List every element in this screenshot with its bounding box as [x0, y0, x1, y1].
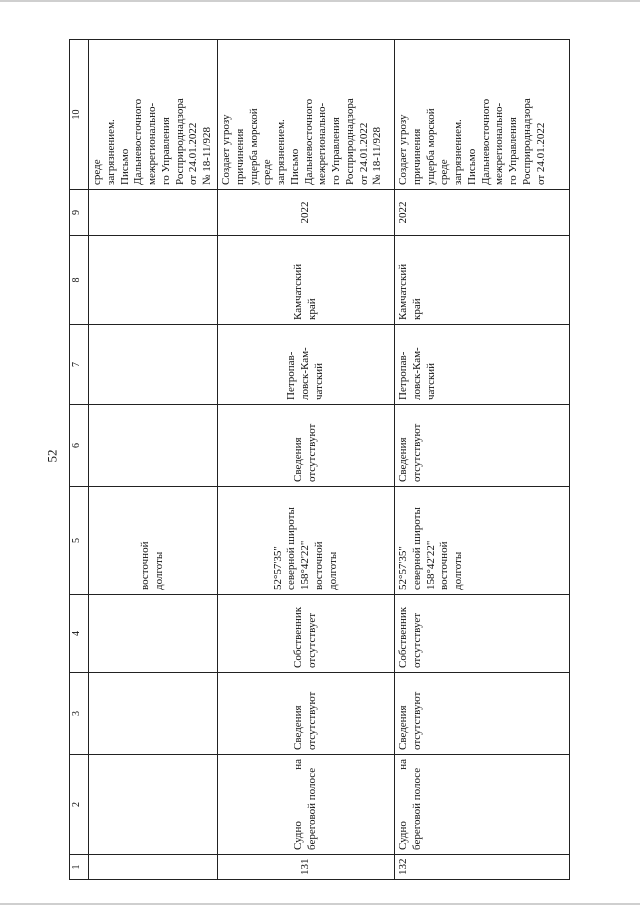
coordinates-line: долготы [326, 551, 339, 590]
note-line: от 24.01.2022 [534, 122, 547, 185]
cell-number [89, 855, 218, 880]
cell-coordinates [395, 487, 570, 595]
note-line: загрязнением. [452, 119, 464, 185]
note-line: го Управления [507, 117, 519, 185]
note-line: межрегионально- [146, 102, 158, 185]
cell-owner [218, 595, 395, 673]
column-number: 8 [70, 236, 89, 325]
column-number: 7 [70, 325, 89, 405]
cell-owner [89, 595, 218, 673]
settlement-line: ловск-Кам- [410, 347, 423, 400]
object-line: Судно на [397, 759, 409, 850]
cell-owner [395, 595, 570, 673]
scan-edge-top [0, 0, 640, 2]
note-line: Письмо [288, 148, 301, 185]
cell-settlement [218, 325, 395, 405]
column-number: 5 [70, 487, 89, 595]
note-line: от 24.01.2022 [357, 122, 370, 185]
note-line: причинения [233, 128, 246, 185]
region-line: край [410, 298, 423, 320]
cell-settlement [395, 325, 570, 405]
cell-coordinates [89, 487, 218, 595]
note-line: причинения [410, 128, 423, 185]
note-line: Дальневосточного [479, 98, 492, 185]
region-line: Камчатский [292, 263, 305, 320]
note-line: загрязнением. [275, 119, 287, 185]
coordinates-line: 158°42'22" [299, 540, 312, 590]
cell-info [395, 673, 570, 755]
cell-year: 2022 [218, 190, 395, 236]
coordinates-line: восточной [312, 541, 325, 590]
note-line: ущерба морской [424, 108, 437, 185]
cell-info-2 [395, 405, 570, 487]
column-number: 4 [70, 595, 89, 673]
note-line: Письмо [465, 148, 478, 185]
note-line: Росприроднадзора [520, 98, 533, 185]
coordinates-line: долготы [452, 551, 464, 590]
note-line: Создает угрозу [397, 114, 409, 185]
note-line: ущерба морской [247, 108, 260, 185]
cell-year [89, 190, 218, 236]
note-line: межрегионально- [316, 102, 329, 185]
note-line: Росприроднадзора [343, 98, 356, 185]
info-line: Сведения [397, 705, 409, 750]
note-line: среде [261, 159, 274, 185]
note-line: № 18-11/928 [371, 126, 384, 185]
settlement-line: чатский [312, 362, 325, 400]
table-row-continued [89, 40, 218, 880]
cell-settlement [89, 325, 218, 405]
note-line: среде [438, 159, 451, 185]
info-line: Сведения [397, 437, 409, 482]
cell-region [89, 236, 218, 325]
cell-info [89, 673, 218, 755]
cell-coordinates [218, 487, 395, 595]
cell-info-2 [218, 405, 395, 487]
info-line: отсутствуют [410, 423, 423, 482]
cell-note [395, 40, 570, 190]
column-numbers-header [70, 40, 89, 880]
settlement-line: Петропав- [397, 351, 409, 400]
cell-info-2 [89, 405, 218, 487]
note-line: Дальневосточного [302, 98, 315, 185]
column-number: 1 [70, 855, 89, 880]
column-number: 2 [70, 755, 89, 855]
cell-object [218, 755, 395, 855]
info-line: отсутствуют [410, 691, 423, 750]
note-line: загрязнением. [104, 119, 117, 185]
cell-region [218, 236, 395, 325]
note-line: Создает угрозу [220, 114, 232, 185]
note-line: Письмо [118, 148, 131, 185]
coordinates-line: северной широты [410, 507, 423, 590]
object-line: береговой полосе [306, 767, 318, 850]
object-line: береговой полосе [410, 767, 423, 850]
region-line: край [306, 298, 318, 320]
cell-number: 132 [395, 855, 570, 880]
note-line: № 18-11/928 [201, 126, 213, 185]
note-line: го Управления [159, 117, 172, 185]
cell-number: 131 [218, 855, 395, 880]
cell-region [395, 236, 570, 325]
note-line: го Управления [330, 117, 342, 185]
settlement-line: ловск-Кам- [299, 347, 312, 400]
info-line: отсутствуют [306, 691, 318, 750]
info-line: Сведения [292, 437, 305, 482]
column-number: 6 [70, 405, 89, 487]
info-line: Сведения [292, 705, 305, 750]
cell-year: 2022 [395, 190, 570, 236]
note-line: межрегионально- [493, 102, 506, 185]
owner-line: отсутствует [410, 612, 423, 668]
table-row-131 [218, 40, 395, 880]
note-line: от 24.01.2022 [187, 122, 200, 185]
owner-line: отсутствует [306, 612, 318, 668]
region-line: Камчатский [397, 263, 409, 320]
settlement-line: Петропав- [285, 351, 298, 400]
owner-line: Собственник [292, 606, 305, 668]
cell-note [218, 40, 395, 190]
column-number: 3 [70, 673, 89, 755]
note-line: Росприроднадзора [173, 98, 186, 185]
coordinates-line: долготы [153, 551, 165, 590]
page-number: 52 [44, 449, 60, 463]
cell-object [89, 755, 218, 855]
info-line: отсутствуют [306, 423, 318, 482]
registry-table [69, 39, 570, 880]
coordinates-line: восточной [438, 541, 451, 590]
coordinates-line: 158°42'22" [424, 540, 437, 590]
settlement-line: чатский [424, 362, 437, 400]
note-line: среде [91, 159, 103, 185]
table-row-132 [395, 40, 570, 880]
coordinates-line: 52°57'35" [271, 546, 284, 590]
owner-line: Собственник [397, 606, 409, 668]
object-line: Судно на [292, 759, 305, 850]
cell-note [89, 40, 218, 190]
note-line: Дальневосточного [132, 98, 145, 185]
coordinates-line: восточной [139, 541, 152, 590]
cell-info [218, 673, 395, 755]
table-viewport [73, 35, 565, 875]
column-number: 10 [70, 40, 89, 190]
coordinates-line: северной широты [285, 507, 298, 590]
cell-object [395, 755, 570, 855]
coordinates-line: 52°57'35" [397, 546, 409, 590]
column-number: 9 [70, 190, 89, 236]
